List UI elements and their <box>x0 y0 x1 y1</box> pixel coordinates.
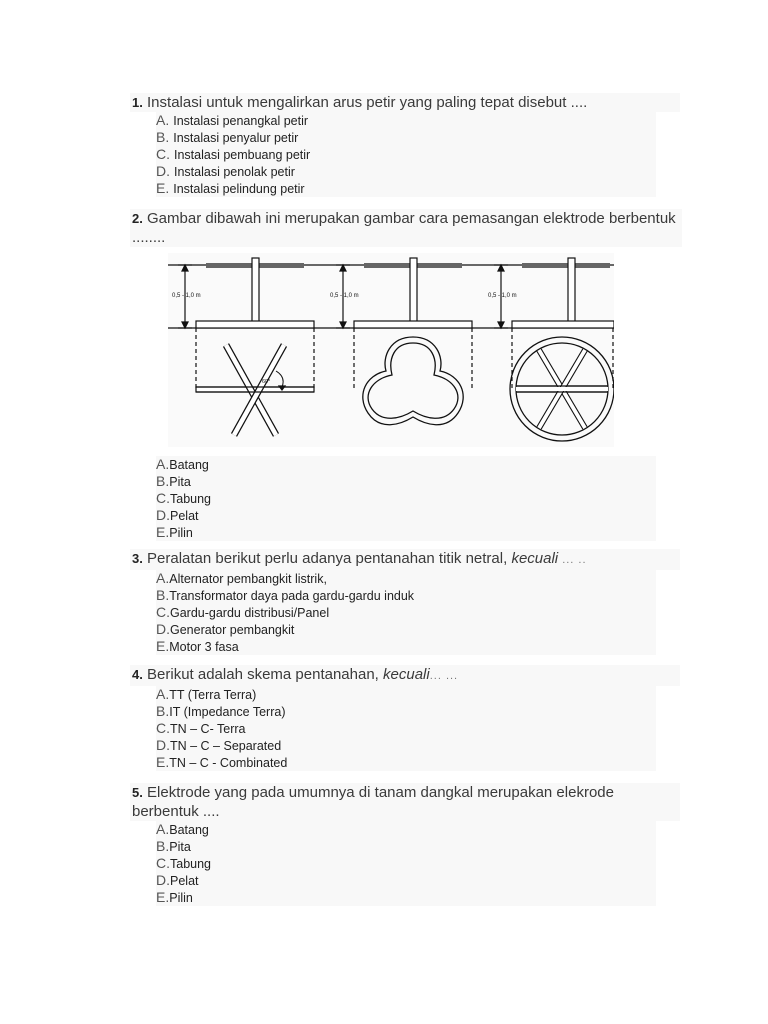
option-b[interactable] <box>156 587 656 604</box>
question-5 <box>130 783 680 906</box>
option-list <box>156 686 656 771</box>
option-c[interactable] <box>156 146 656 163</box>
option-text: TN – C – Separated <box>170 739 282 753</box>
option-d[interactable] <box>156 737 656 754</box>
option-text: Pelat <box>170 874 199 888</box>
option-text: IT (Impedance Terra) <box>169 705 286 719</box>
option-e[interactable] <box>156 524 656 541</box>
angle-label: 60° <box>262 379 271 385</box>
option-b[interactable] <box>156 703 656 720</box>
option-letter: A. <box>156 686 170 702</box>
option-letter: B. <box>156 473 170 489</box>
diagram-rod <box>168 258 326 435</box>
option-text: Alternator pembangkit listrik, <box>169 572 327 586</box>
option-text: Tabung <box>170 857 212 871</box>
question-stem: Gambar dibawah ini merupakan gambar cara pemasangan elektrode berbentuk ........ <box>132 210 676 246</box>
option-c[interactable] <box>156 604 656 621</box>
option-list <box>156 456 656 541</box>
option-text: Tabung <box>170 492 212 506</box>
option-text: Instalasi penyalur petir <box>173 131 299 145</box>
option-text: Pelat <box>170 509 199 523</box>
option-letter: A. <box>156 456 170 472</box>
option-text: Instalasi penangkal petir <box>173 114 309 128</box>
option-text: Pilin <box>169 526 193 540</box>
question-stem: Instalasi untuk mengalirkan arus petir yang paling tepat disebut .... <box>147 94 588 111</box>
option-b[interactable] <box>156 838 656 855</box>
option-letter: C. <box>156 490 170 506</box>
diagram-wheel <box>484 258 614 441</box>
option-letter: B. <box>156 587 170 603</box>
option-c[interactable] <box>156 720 656 737</box>
question-4 <box>130 665 680 771</box>
option-e[interactable] <box>156 180 656 197</box>
option-letter: D. <box>156 737 170 753</box>
option-b[interactable] <box>156 129 656 146</box>
question-ellipsis: ... .. <box>558 554 587 566</box>
option-list <box>156 570 656 655</box>
question-ellipsis: ... ... <box>429 670 459 682</box>
option-letter: C. <box>156 604 170 620</box>
option-letter: D. <box>156 163 170 179</box>
electrode-figure <box>168 253 614 447</box>
depth-label: 0,5 - 1,0 m <box>172 293 201 299</box>
question-stem: Berikut adalah skema pentanahan, <box>147 666 379 683</box>
option-list <box>156 821 656 906</box>
question-2 <box>130 209 680 541</box>
option-letter: A. <box>156 112 170 128</box>
option-list <box>156 112 656 197</box>
option-letter: E. <box>156 754 170 770</box>
option-text: Instalasi pembuang petir <box>174 148 311 162</box>
depth-label: 0,5 - 1,0 m <box>488 293 517 299</box>
question-stem: Peralatan berikut perlu adanya pentanahan titik netral, <box>147 550 508 567</box>
option-letter: D. <box>156 621 170 637</box>
question-4-text <box>130 665 680 686</box>
option-text: Transformator daya pada gardu-gardu induk <box>169 589 415 603</box>
option-text: Instalasi pelindung petir <box>173 182 305 196</box>
option-text: Batang <box>169 458 209 472</box>
diagram-ring <box>326 258 484 425</box>
option-text: Pita <box>169 840 191 854</box>
option-e[interactable] <box>156 889 656 906</box>
option-letter: B. <box>156 838 170 854</box>
question-3 <box>130 549 680 655</box>
option-d[interactable] <box>156 872 656 889</box>
question-1 <box>130 93 680 197</box>
option-text: Instalasi penolak petir <box>174 165 295 179</box>
option-a[interactable] <box>156 456 656 473</box>
option-text: TN – C - Combinated <box>169 756 288 770</box>
option-letter: B. <box>156 129 170 145</box>
option-d[interactable] <box>156 163 656 180</box>
option-letter: D. <box>156 872 170 888</box>
option-letter: E. <box>156 889 170 905</box>
option-d[interactable] <box>156 621 656 638</box>
option-text: TN – C- Terra <box>170 722 246 736</box>
option-text: Generator pembangkit <box>170 623 295 637</box>
option-text: Batang <box>169 823 209 837</box>
question-1-text <box>130 93 680 112</box>
option-a[interactable] <box>156 821 656 838</box>
option-text: TT (Terra Terra) <box>169 688 257 702</box>
option-text: Pita <box>169 475 191 489</box>
option-d[interactable] <box>156 507 656 524</box>
option-letter: E. <box>156 180 170 196</box>
option-letter: C. <box>156 855 170 871</box>
option-letter: A. <box>156 821 170 837</box>
option-text: Motor 3 fasa <box>169 640 239 654</box>
question-emphasis: kecuali <box>511 550 559 567</box>
option-letter: C. <box>156 146 170 162</box>
depth-label: 0,5 - 1,0 m <box>330 293 359 299</box>
option-text: Pilin <box>169 891 193 905</box>
option-text: Gardu-gardu distribusi/Panel <box>170 606 330 620</box>
question-number: 4. <box>132 667 143 682</box>
option-letter: B. <box>156 703 170 719</box>
option-c[interactable] <box>156 490 656 507</box>
question-emphasis: kecuali <box>383 666 430 683</box>
question-number: 2. <box>132 211 143 226</box>
question-number: 1. <box>132 95 143 110</box>
question-5-text <box>130 783 680 821</box>
option-letter: D. <box>156 507 170 523</box>
option-c[interactable] <box>156 855 656 872</box>
question-number: 3. <box>132 551 143 566</box>
option-a[interactable] <box>156 686 656 703</box>
question-3-text <box>130 549 680 570</box>
electrode-installation-diagram <box>168 253 614 447</box>
option-a[interactable] <box>156 112 656 129</box>
option-b[interactable] <box>156 473 656 490</box>
option-letter: C. <box>156 720 170 736</box>
option-a[interactable] <box>156 570 656 587</box>
option-letter: E. <box>156 638 170 654</box>
option-e[interactable] <box>156 754 656 771</box>
option-letter: E. <box>156 524 170 540</box>
option-letter: A. <box>156 570 170 586</box>
question-2-text <box>130 209 682 247</box>
question-number: 5. <box>132 785 143 800</box>
option-e[interactable] <box>156 638 656 655</box>
question-stem: Elektrode yang pada umumnya di tanam dangkal merupakan elekrode berbentuk .... <box>132 784 614 820</box>
